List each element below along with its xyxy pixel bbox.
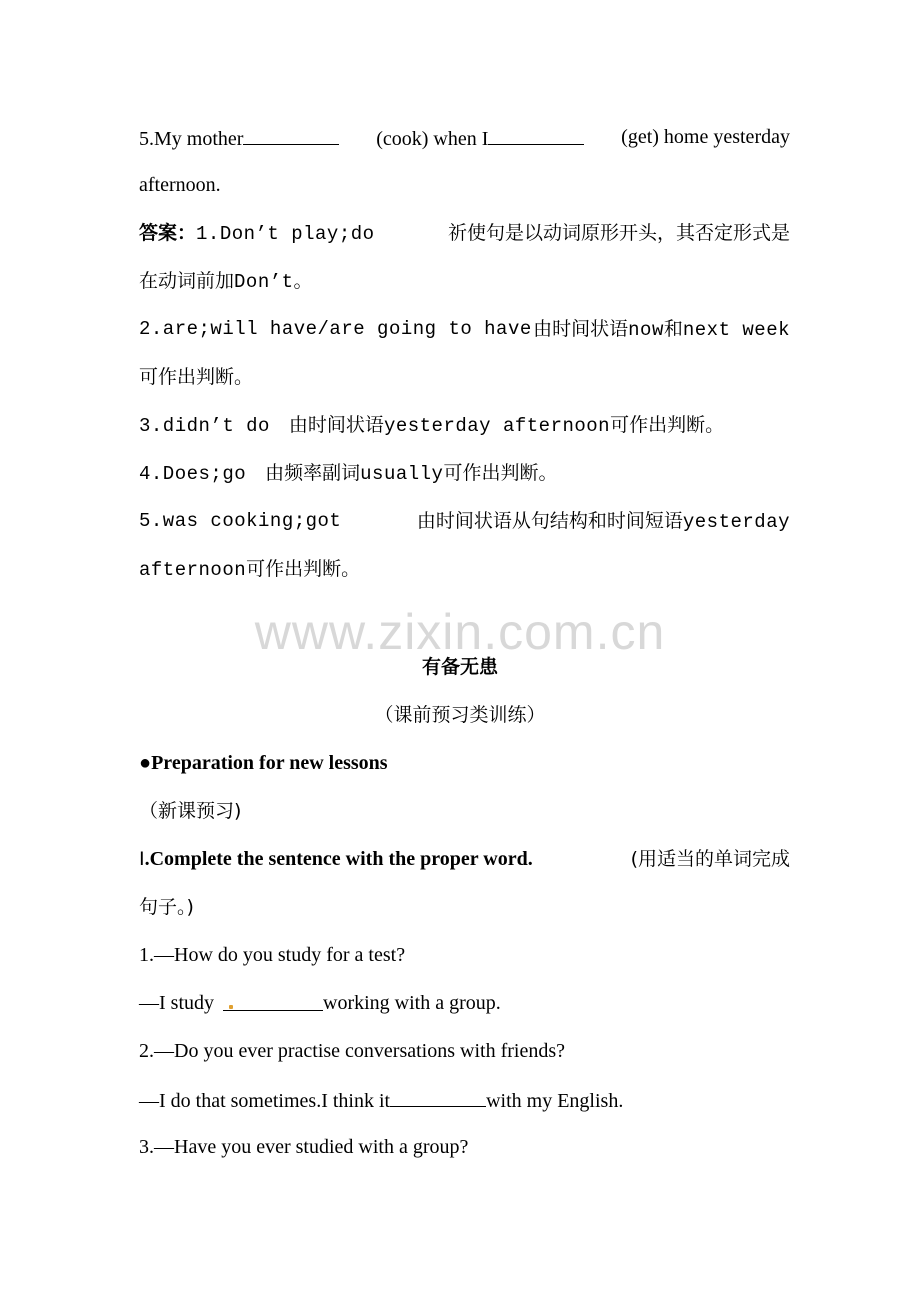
answer-1-note: 祈使句是以动词原形开头，其否定形式是 <box>447 222 790 244</box>
exercise-3-question: 3.—Have you ever studied with a group? <box>139 1136 469 1158</box>
q5-text-c: (get) home yesterday <box>621 126 790 148</box>
answer-label: 答案： <box>139 222 197 244</box>
q5-line <box>139 124 790 152</box>
answer-4: 4.Does;go 由频率副词usually可作出判断。 <box>139 462 558 485</box>
exercise-1-answer: —I study working with a group. <box>139 992 501 1014</box>
exercise-2-question: 2.—Do you ever practise conversations with friends? <box>139 1040 565 1062</box>
answer-1-cont: 在动词前加Don’t。 <box>139 270 313 293</box>
answer-2-note: 由时间状语now和next week <box>533 318 790 341</box>
answer-3: 3.didn’t do 由时间状语yesterday afternoon可作出判断。 <box>139 414 725 437</box>
section-title: 有备无患 <box>421 656 498 678</box>
answer-blank[interactable] <box>390 1086 486 1107</box>
part1-title: .Complete the sentence with the proper word. <box>144 848 533 870</box>
prep-heading: ●Preparation for new lessons <box>139 752 388 774</box>
part1-numeral: Ⅰ <box>139 848 145 870</box>
exercise-2-answer: —I do that sometimes.I think it with my English. <box>139 1086 790 1114</box>
answer-2-text: 2.are;will have/are going to have <box>139 318 532 340</box>
q5-text-b: (cook) when I <box>376 124 584 152</box>
part1-heading <box>139 846 790 872</box>
prep-subheading: （新课预习) <box>139 800 242 822</box>
answer-blank[interactable] <box>223 990 323 1011</box>
answer-2 <box>139 316 790 343</box>
answer-1 <box>139 220 790 247</box>
answer-5-cont: afternoon可作出判断。 <box>139 558 361 581</box>
exercise-1-question: 1.—How do you study for a test? <box>139 944 406 966</box>
part1-cn-cont: 句子。) <box>139 896 194 918</box>
answer-1-text: 1.Don’t play;do <box>196 223 375 245</box>
answer-2-cont: 可作出判断。 <box>139 366 254 388</box>
blank <box>243 124 339 145</box>
part1-cn: (用适当的单词完成 <box>630 848 790 870</box>
highlight-mark <box>229 1005 233 1009</box>
watermark-text: www.zixin.com.cn <box>254 604 666 660</box>
answer-5: 5.was cooking;got 由时间状语从句结构和时间短语yesterday <box>139 510 790 533</box>
q5-text-a: 5.My mother <box>139 124 339 152</box>
q5-line-cont: afternoon. <box>139 174 221 196</box>
section-subtitle: （课前预习类训练） <box>374 704 546 726</box>
blank <box>488 124 584 145</box>
